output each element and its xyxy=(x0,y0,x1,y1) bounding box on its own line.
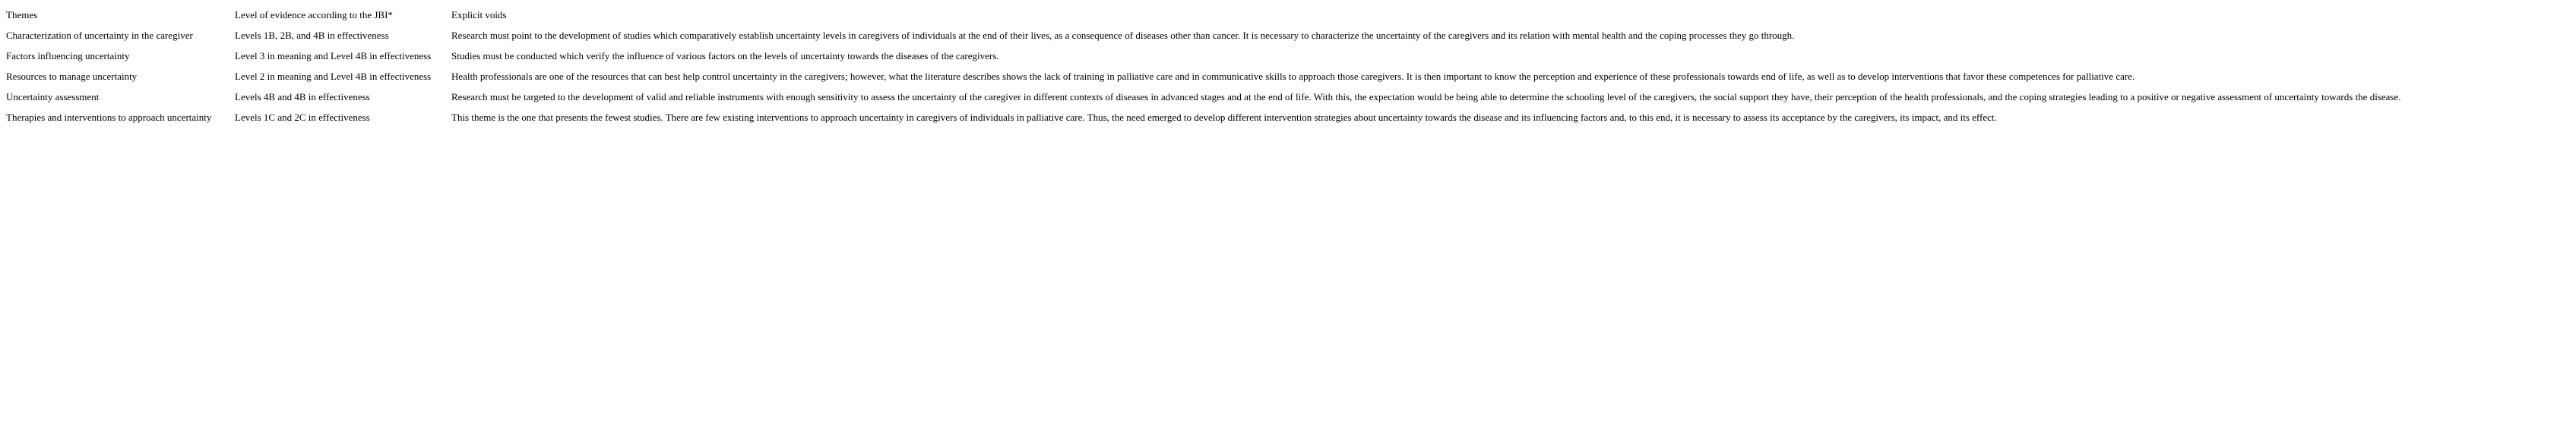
table-row xyxy=(3,66,2404,87)
evidence-table xyxy=(3,5,2404,128)
header-explicit-voids: Explicit voids xyxy=(451,9,507,20)
voids-cell: This theme is the one that presents the fewest studies. There are few existing interventions to approach uncertainty in caregivers of individuals in palliative care. Thus, the need emerged to develop different intervention strategies about uncertainty towards the disease and its influencing factors and, to this end, it is necessary to assess its acceptance by the caregivers, its impact, and its effect. xyxy=(451,112,1997,123)
header-level-of-evidence: Level of evidence according to the JBI* xyxy=(235,9,393,20)
voids-cell: Studies must be conducted which verify the influence of various factors on the levels of uncertainty towards the diseases of the caregivers. xyxy=(451,50,999,61)
theme-cell: Factors influencing uncertainty xyxy=(6,50,130,61)
header-themes: Themes xyxy=(6,9,38,20)
table-row xyxy=(3,25,2404,46)
theme-cell: Uncertainty assessment xyxy=(6,91,100,102)
level-cell: Levels 4B and 4B in effectiveness xyxy=(235,91,370,102)
theme-cell: Therapies and interventions to approach uncertainty xyxy=(6,112,212,123)
theme-cell: Resources to manage uncertainty xyxy=(6,71,138,82)
voids-cell: Research must be targeted to the development of valid and reliable instruments with enough sensitivity to assess the uncertainty of the caregiver in different contexts of diseases in advanced stages and at the end of life. With this, the expectation would be being able to determine the schooling level of the caregivers, the social support they have, their perception of the health professionals, and the coping strategies leading to a positive or negative assessment of uncertainty towards the disease. xyxy=(451,91,2401,102)
table-row xyxy=(3,46,2404,66)
voids-cell: Health professionals are one of the resources that can best help control uncertainty in the caregivers; however, what the literature describes shows the lack of training in palliative care and in communicative skills to approach those caregivers. It is then important to know the perception and experience of these professionals towards end of life, as well as to develop interventions that favor these competences for palliative care. xyxy=(451,71,2135,82)
level-cell: Level 3 in meaning and Level 4B in effectiveness xyxy=(235,50,432,61)
theme-cell: Characterization of uncertainty in the caregiver xyxy=(6,30,193,41)
table-header-row xyxy=(3,5,2404,25)
level-cell: Levels 1B, 2B, and 4B in effectiveness xyxy=(235,30,389,41)
voids-cell: Research must point to the development of studies which comparatively establish uncertainty levels in caregivers of individuals at the end of their lives, as a consequence of diseases other than cancer. It is necessary to characterize the uncertainty of the caregivers and its relation with mental health and the coping processes they go through. xyxy=(451,30,1795,41)
level-cell: Level 2 in meaning and Level 4B in effectiveness xyxy=(235,71,432,82)
table-row xyxy=(3,107,2404,128)
level-cell: Levels 1C and 2C in effectiveness xyxy=(235,112,370,123)
table-row xyxy=(3,87,2404,107)
